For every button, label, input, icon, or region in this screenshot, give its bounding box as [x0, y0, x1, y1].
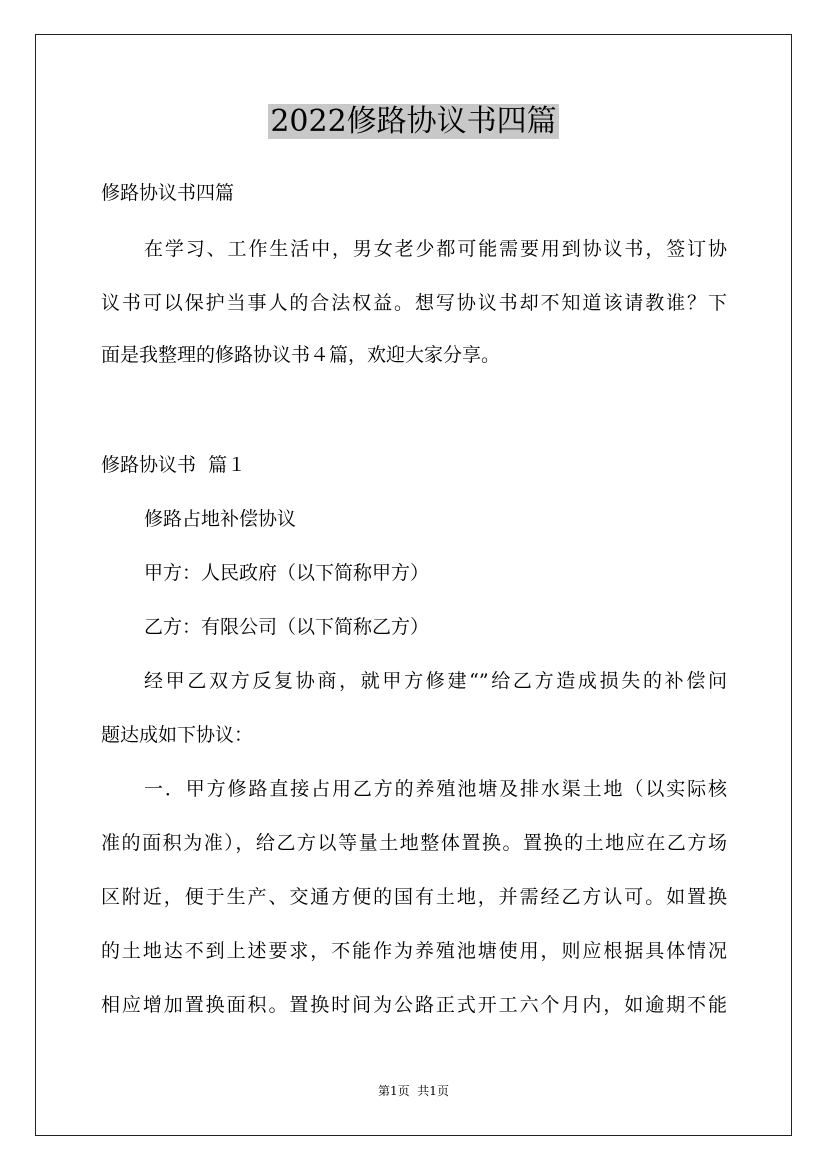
paragraph-line: 一．甲方修路直接占用乙方的养殖池塘及排水渠土地（以实际核 [144, 778, 727, 800]
paragraph-line: 乙方：有限公司（以下简称乙方） [144, 616, 430, 638]
paragraph-line: 修路占地补偿协议 [144, 508, 297, 530]
paragraph-line: 区附近，便于生产、交通方便的国有土地，并需经乙方认可。如置换 [101, 886, 727, 908]
paragraph-line: 准的面积为准），给乙方以等量土地整体置换。置换的土地应在乙方场 [101, 832, 727, 854]
paragraph-line: 在学习、工作生活中，男女老少都可能需要用到协议书，签订协 [144, 238, 727, 260]
document-title: 2022修路协议书四篇 [270, 104, 557, 139]
paragraph-line: 相应增加置换面积。置换时间为公路正式开工六个月内，如逾期不能 [101, 994, 727, 1016]
subtitle-line: 修路协议书四篇 [101, 182, 235, 204]
paragraph-line: 面是我整理的修路协议书４篇，欢迎大家分享。 [101, 344, 501, 366]
paragraph-line: 的土地达不到上述要求，不能作为养殖池塘使用，则应根据具体情况 [101, 940, 727, 962]
paragraph-line: 题达成如下协议： [101, 724, 254, 746]
paragraph-line: 议书可以保护当事人的合法权益。想写协议书却不知道该请教谁？下 [101, 292, 727, 314]
paragraph-line: 经甲乙双方反复协商，就甲方修建“”给乙方造成损失的补偿问 [144, 670, 727, 692]
page-number: 第1页 共1页 [378, 1084, 449, 1098]
section-heading: 修路协议书 篇１ [101, 454, 247, 476]
paragraph-line: 甲方：人民政府（以下简称甲方） [144, 562, 430, 584]
